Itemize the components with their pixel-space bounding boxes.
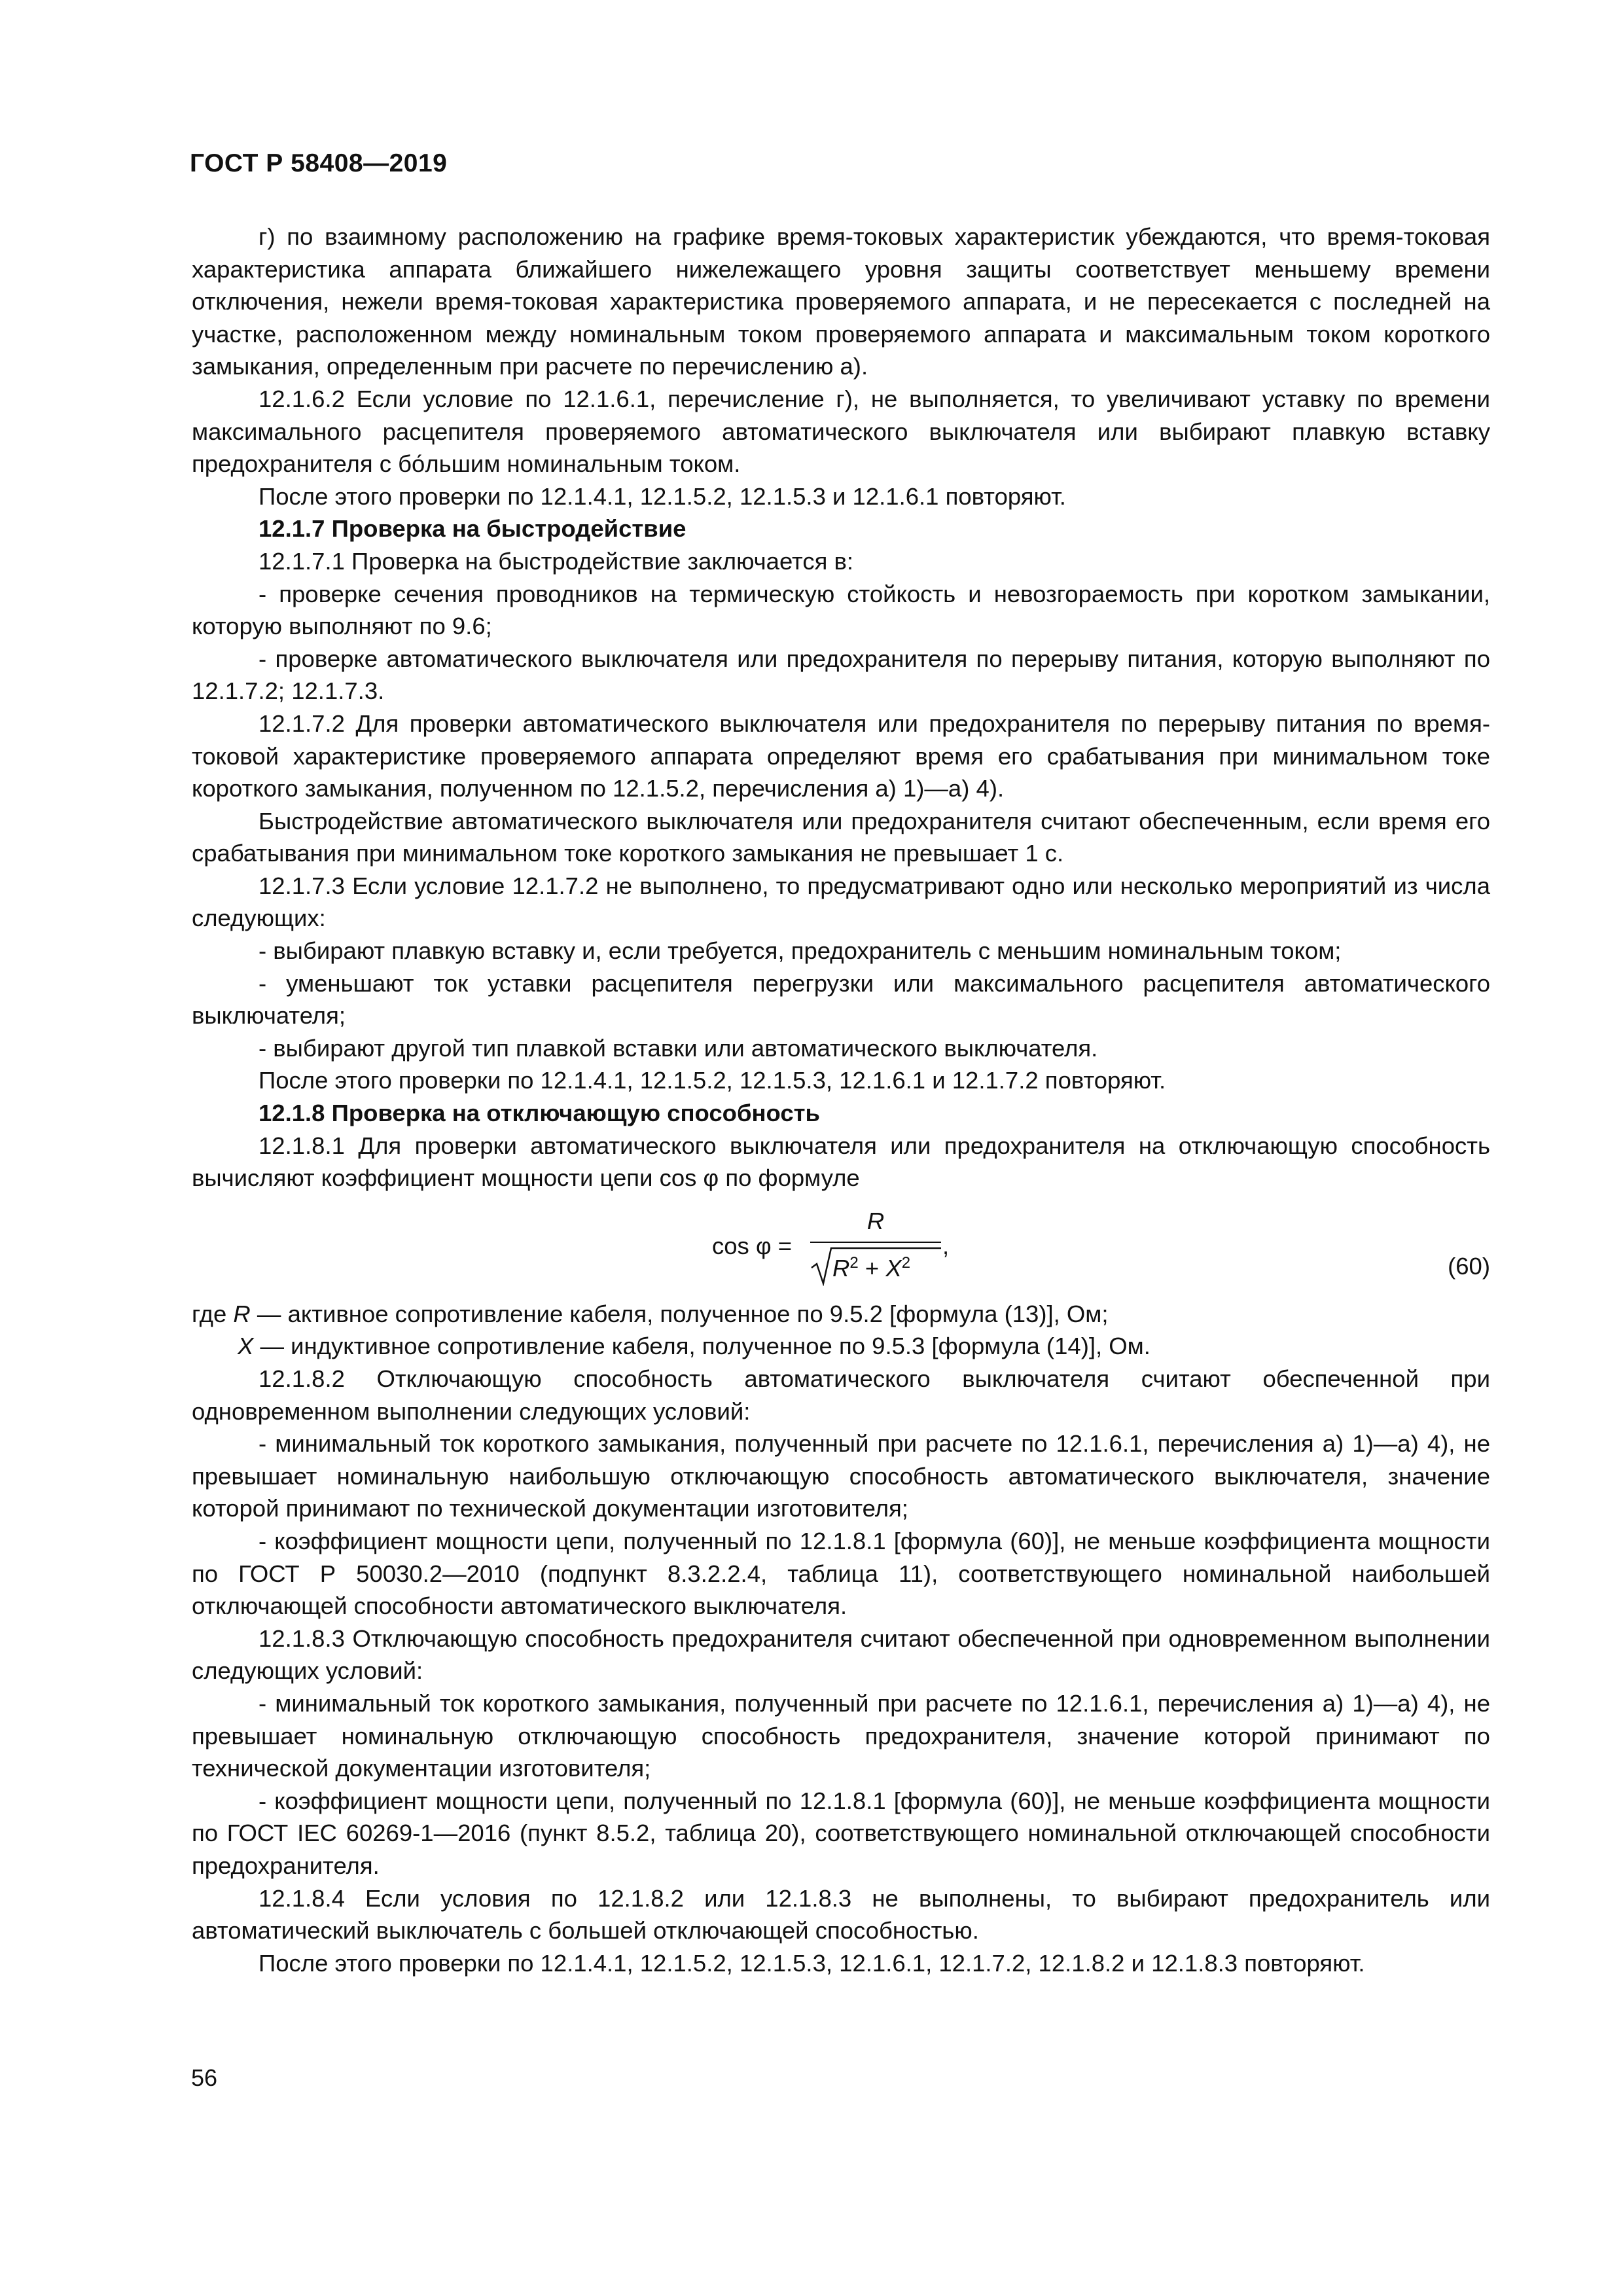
formula-fraction (810, 1201, 961, 1286)
paragraph: 12.1.8.4 Если условия по 12.1.8.2 или 12.1.8.3 не выполнены, то выбирают предохранитель или автоматический выключатель с большей отключающей способностью. (192, 1884, 1490, 1945)
list-item: - минимальный ток короткого замыкания, полученный при расчете по 12.1.6.1, перечисления а) 1)—а) 4), не превышает номинальную наибольшую отключающую способность автоматического выключателя, значение которой принимают по технической документации изготовителя; (192, 1430, 1490, 1522)
where-prefix: где (192, 1300, 234, 1327)
formula-number: (60) (1448, 1252, 1490, 1280)
document-code: ГОСТ Р 58408—2019 (190, 149, 448, 177)
paragraph: После этого проверки по 12.1.4.1, 12.1.5.2, 12.1.5.3, 12.1.6.1, 12.1.7.2, 12.1.8.2 и 12.1.8.3 повторяют. (259, 1949, 1365, 1977)
list-item: - коэффициент мощности цепи, полученный по 12.1.8.1 [формула (60)], не меньше коэффициента мощности по ГОСТ Р 50030.2—2010 (подпункт 8.3.2.2.4, таблица 11), соответствующего номинальной наибольшей отключающей способности автоматического выключателя. (192, 1527, 1490, 1620)
where-text: — активное сопротивление кабеля, полученное по 9.5.2 [формула (13)], Ом; (250, 1300, 1109, 1327)
page-number: 56 (191, 2064, 218, 2091)
paragraph: 12.1.8.3 Отключающую способность предохранителя считают обеспеченной при одновременном выполнении следующих условий: (192, 1624, 1490, 1685)
den-r: R (832, 1254, 850, 1282)
paragraph: 12.1.7.1 Проверка на быстродействие заключается в: (259, 547, 854, 575)
den-x: X (885, 1254, 902, 1282)
where-symbol: R (233, 1300, 251, 1327)
formula-60 (192, 1194, 1490, 1298)
page-body (192, 221, 1490, 1979)
formula-comma: , (942, 1232, 950, 1259)
list-item: - выбирают плавкую вставку и, если требуется, предохранитель с меньшим номинальным током; (259, 937, 1342, 965)
list-item: - минимальный ток короткого замыкания, полученный при расчете по 12.1.6.1, перечисления а) 1)—а) 4), не превышает номинальную отключающую способность предохранителя, значение которой принимают по технической документации изготовителя; (192, 1689, 1490, 1782)
list-item: - проверке автоматического выключателя или предохранителя по перерыву питания, которую выполняют по 12.1.7.2; 12.1.7.3. (192, 645, 1490, 705)
paragraph: После этого проверки по 12.1.4.1, 12.1.5.2, 12.1.5.3 и 12.1.6.1 повторяют. (259, 482, 1066, 510)
den-exp-x: 2 (901, 1253, 911, 1272)
paragraph: 12.1.7.2 Для проверки автоматического выключателя или предохранителя по перерыву питания по время-токовой характеристике проверяемого аппарата определяют время его срабатывания при минимальном токе короткого замыкания, полученном по 12.1.5.2, перечисления а) 1)—а) 4). (192, 709, 1490, 802)
den-plus: + (865, 1254, 880, 1282)
list-item: - уменьшают ток уставки расцепителя перегрузки или максимального расцепителя автоматического выключателя; (192, 969, 1490, 1030)
list-item: - проверке сечения проводников на термическую стойкость и невозгораемость при коротком замыкании, которую выполняют по 9.6; (192, 580, 1490, 640)
fraction-bar (810, 1242, 941, 1243)
where-line (192, 1330, 1490, 1363)
formula-denominator (832, 1247, 910, 1285)
section-heading-12-1-7: 12.1.7 Проверка на быстродействие (259, 515, 687, 543)
paragraph: г) по взаимному расположению на графике время-токовых характеристик убеждаются, что время-токовая характеристика аппарата ближайшего нижележащего уровня защиты соответствует меньшему времени отключения, нежели время-токовая характеристика проверяемого аппарата, и не пересекается с последней на участке, расположенном между номинальным током проверяемого аппарата и максимальным током короткого замыкания, определенным при расчете по перечислению а). (192, 223, 1490, 380)
formula-lhs: cos φ = (712, 1232, 793, 1259)
paragraph: Быстродействие автоматического выключателя или предохранителя считают обеспеченным, если время его срабатывания при минимальном токе короткого замыкания не превышает 1 с. (192, 807, 1490, 867)
where-symbol: X (238, 1333, 254, 1360)
paragraph: 12.1.8.1 Для проверки автоматического выключателя или предохранителя на отключающую способность вычисляют коэффициент мощности цепи cos φ по формуле (192, 1132, 1490, 1192)
formula-numerator: R (866, 1207, 885, 1234)
where-text: — индуктивное сопротивление кабеля, полученное по 9.5.3 [формула (14)], Ом. (253, 1333, 1150, 1360)
paragraph: После этого проверки по 12.1.4.1, 12.1.5.2, 12.1.5.3, 12.1.6.1 и 12.1.7.2 повторяют. (259, 1067, 1166, 1094)
paragraph: 12.1.7.3 Если условие 12.1.7.2 не выполнено, то предусматривают одно или несколько мероприятий из числа следующих: (192, 872, 1490, 932)
den-exp-r: 2 (849, 1253, 859, 1272)
paragraph: 12.1.6.2 Если условие по 12.1.6.1, перечисление г), не выполняется, то увеличивают уставку по времени максимального расцепителя проверяемого автоматического выключателя или выбирают плавкую вставку предохранителя с бо́льшим номинальным током. (192, 385, 1490, 478)
paragraph: 12.1.8.2 Отключающую способность автоматического выключателя считают обеспеченной при одновременном выполнении следующих условий: (192, 1365, 1490, 1425)
list-item: - коэффициент мощности цепи, полученный по 12.1.8.1 [формула (60)], не меньше коэффициента мощности по ГОСТ IEC 60269-1—2016 (пункт 8.5.2, таблица 20), соответствующего номинальной отключающей способности предохранителя. (192, 1787, 1490, 1879)
where-line (192, 1298, 1490, 1331)
section-heading-12-1-8: 12.1.8 Проверка на отключающую способность (259, 1100, 820, 1127)
list-item: - выбирают другой тип плавкой вставки или автоматического выключателя. (259, 1034, 1098, 1062)
